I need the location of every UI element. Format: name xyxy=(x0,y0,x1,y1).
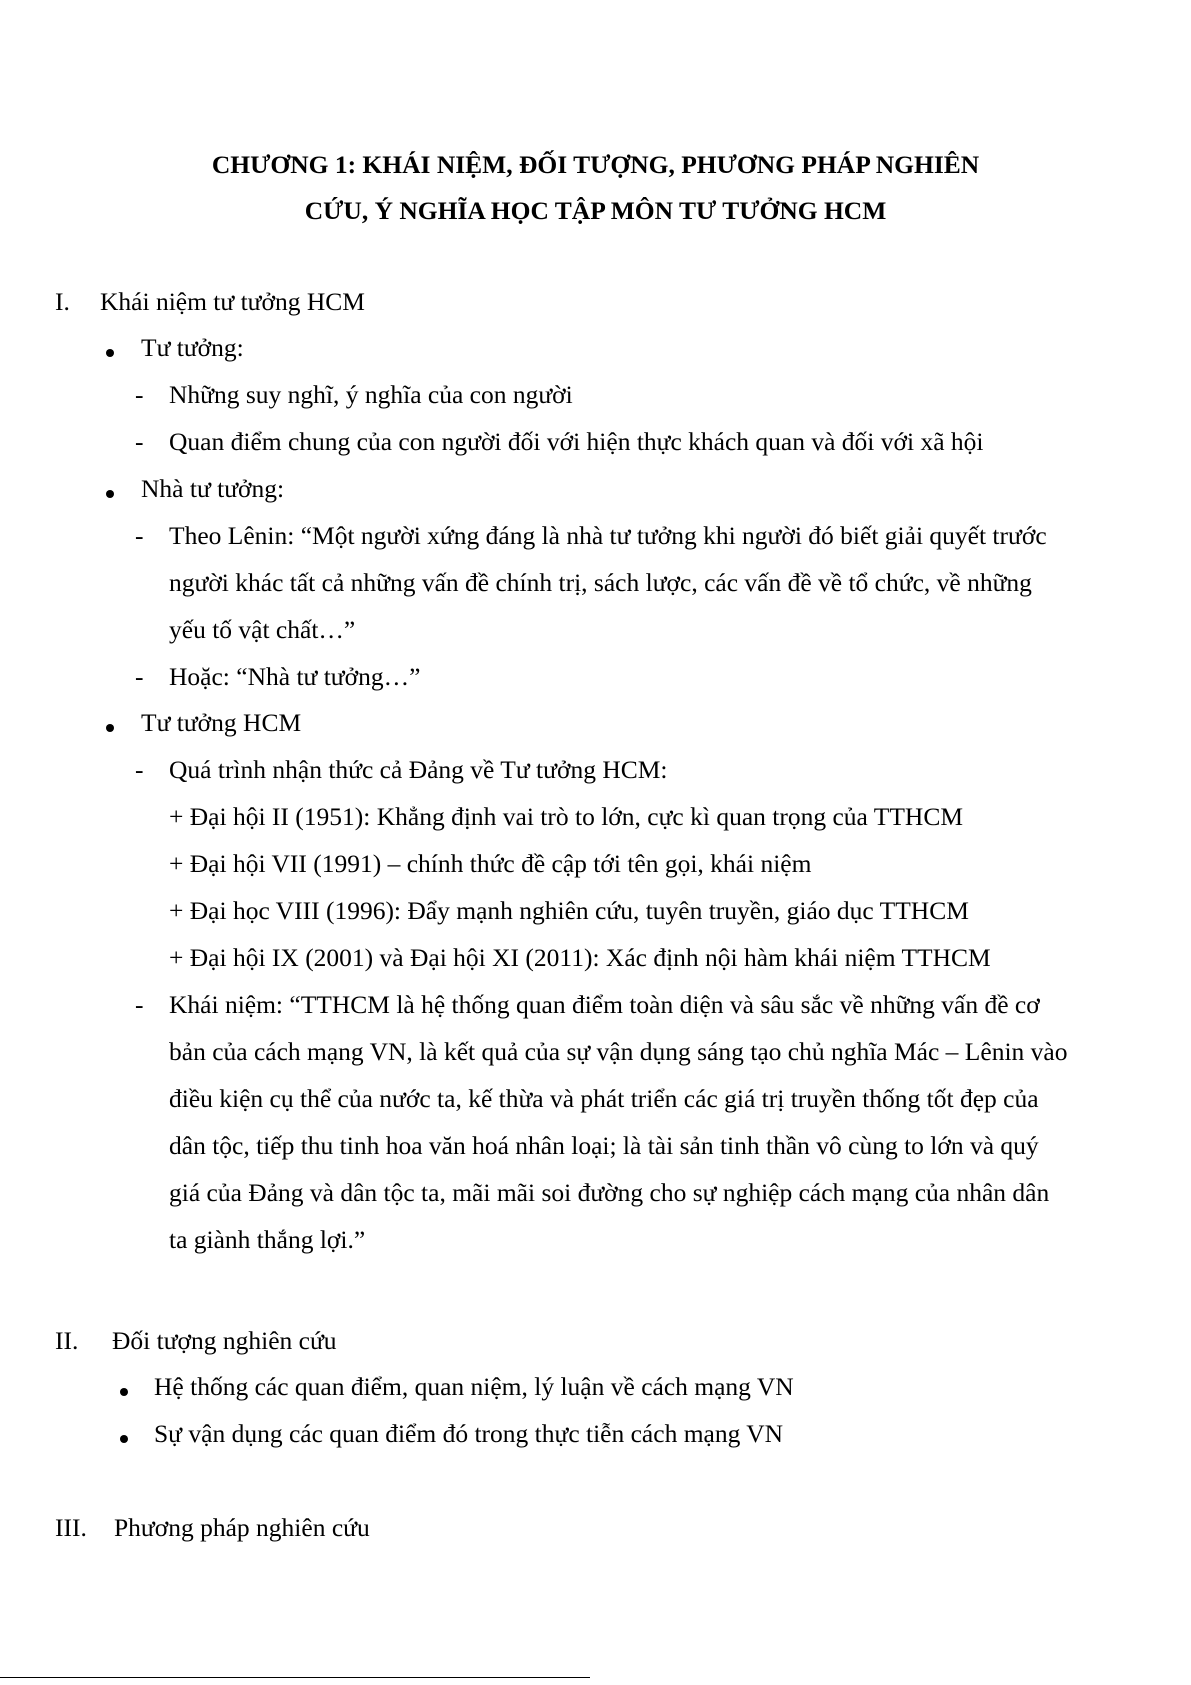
bullet-icon xyxy=(106,490,114,498)
list-item-line: Quá trình nhận thức cả Đảng về Tư tưởng HCM: xyxy=(169,755,668,784)
list-item-line: Quan điểm chung của con người đối với hiện thực khách quan và đối với xã hội xyxy=(169,427,984,456)
list-item-line: giá của Đảng và dân tộc ta, mãi mãi soi đường cho sự nghiệp cách mạng của nhân dân xyxy=(169,1178,1050,1207)
section-heading: Phương pháp nghiên cứu xyxy=(114,1513,370,1542)
page-bottom-rule xyxy=(0,1677,590,1678)
bullet-label: Nhà tư tưởng: xyxy=(141,474,285,503)
list-item-line: Hoặc: “Nhà tư tưởng…” xyxy=(169,662,421,691)
dash-marker: - xyxy=(135,427,144,456)
dash-marker: - xyxy=(135,662,144,691)
bullet-icon xyxy=(120,1435,128,1443)
section-numeral: II. xyxy=(55,1326,79,1355)
chapter-title-line-2: CỨU, Ý NGHĨA HỌC TẬP MÔN TƯ TƯỞNG HCM xyxy=(304,196,887,225)
bullet-label: Hệ thống các quan điểm, quan niệm, lý luận về cách mạng VN xyxy=(154,1372,794,1401)
section-numeral: I. xyxy=(55,287,70,316)
chapter-title-line-1: CHƯƠNG 1: KHÁI NIỆM, ĐỐI TƯỢNG, PHƯƠNG PHÁP NGHIÊN xyxy=(211,150,980,179)
section-numeral: III. xyxy=(55,1513,87,1542)
list-item-line: Những suy nghĩ, ý nghĩa của con người xyxy=(169,380,573,409)
list-item-line: Theo Lênin: “Một người xứng đáng là nhà tư tưởng khi người đó biết giải quyết trước xyxy=(169,521,1047,550)
bullet-icon xyxy=(106,724,114,732)
list-item-line: + Đại hội II (1951): Khẳng định vai trò to lớn, cực kì quan trọng của TTHCM xyxy=(169,802,964,831)
dash-marker: - xyxy=(135,990,144,1019)
list-item-line: + Đại học VIII (1996): Đẩy mạnh nghiên cứu, tuyên truyền, giáo dục TTHCM xyxy=(169,896,969,925)
list-item-line: yếu tố vật chất…” xyxy=(169,615,356,644)
bullet-icon xyxy=(106,349,114,357)
list-item-line: Khái niệm: “TTHCM là hệ thống quan điểm toàn diện và sâu sắc về những vấn đề cơ xyxy=(169,990,1040,1019)
bullet-label: Sự vận dụng các quan điểm đó trong thực tiễn cách mạng VN xyxy=(154,1419,784,1448)
section-heading: Khái niệm tư tưởng HCM xyxy=(100,287,365,316)
dash-marker: - xyxy=(135,755,144,784)
list-item-line: bản của cách mạng VN, là kết quả của sự vận dụng sáng tạo chủ nghĩa Mác – Lênin vào xyxy=(169,1037,1068,1066)
list-item-line: + Đại hội VII (1991) – chính thức đề cập tới tên gọi, khái niệm xyxy=(169,849,812,878)
bullet-icon xyxy=(120,1388,128,1396)
list-item-line: + Đại hội IX (2001) và Đại hội XI (2011): Xác định nội hàm khái niệm TTHCM xyxy=(169,943,991,972)
dash-marker: - xyxy=(135,380,144,409)
list-item-line: ta giành thắng lợi.” xyxy=(169,1225,366,1254)
list-item-line: điều kiện cụ thể của nước ta, kế thừa và phát triển các giá trị truyền thống tốt đẹp của xyxy=(169,1084,1039,1113)
bullet-label: Tư tưởng: xyxy=(141,333,244,362)
list-item-line: dân tộc, tiếp thu tinh hoa văn hoá nhân loại; là tài sản tinh thần vô cùng to lớn và quý xyxy=(169,1131,1039,1160)
section-heading: Đối tượng nghiên cứu xyxy=(112,1326,337,1355)
list-item-line: người khác tất cả những vấn đề chính trị, sách lược, các vấn đề về tổ chức, về những xyxy=(169,568,1032,597)
dash-marker: - xyxy=(135,521,144,550)
bullet-label: Tư tưởng HCM xyxy=(141,708,302,737)
